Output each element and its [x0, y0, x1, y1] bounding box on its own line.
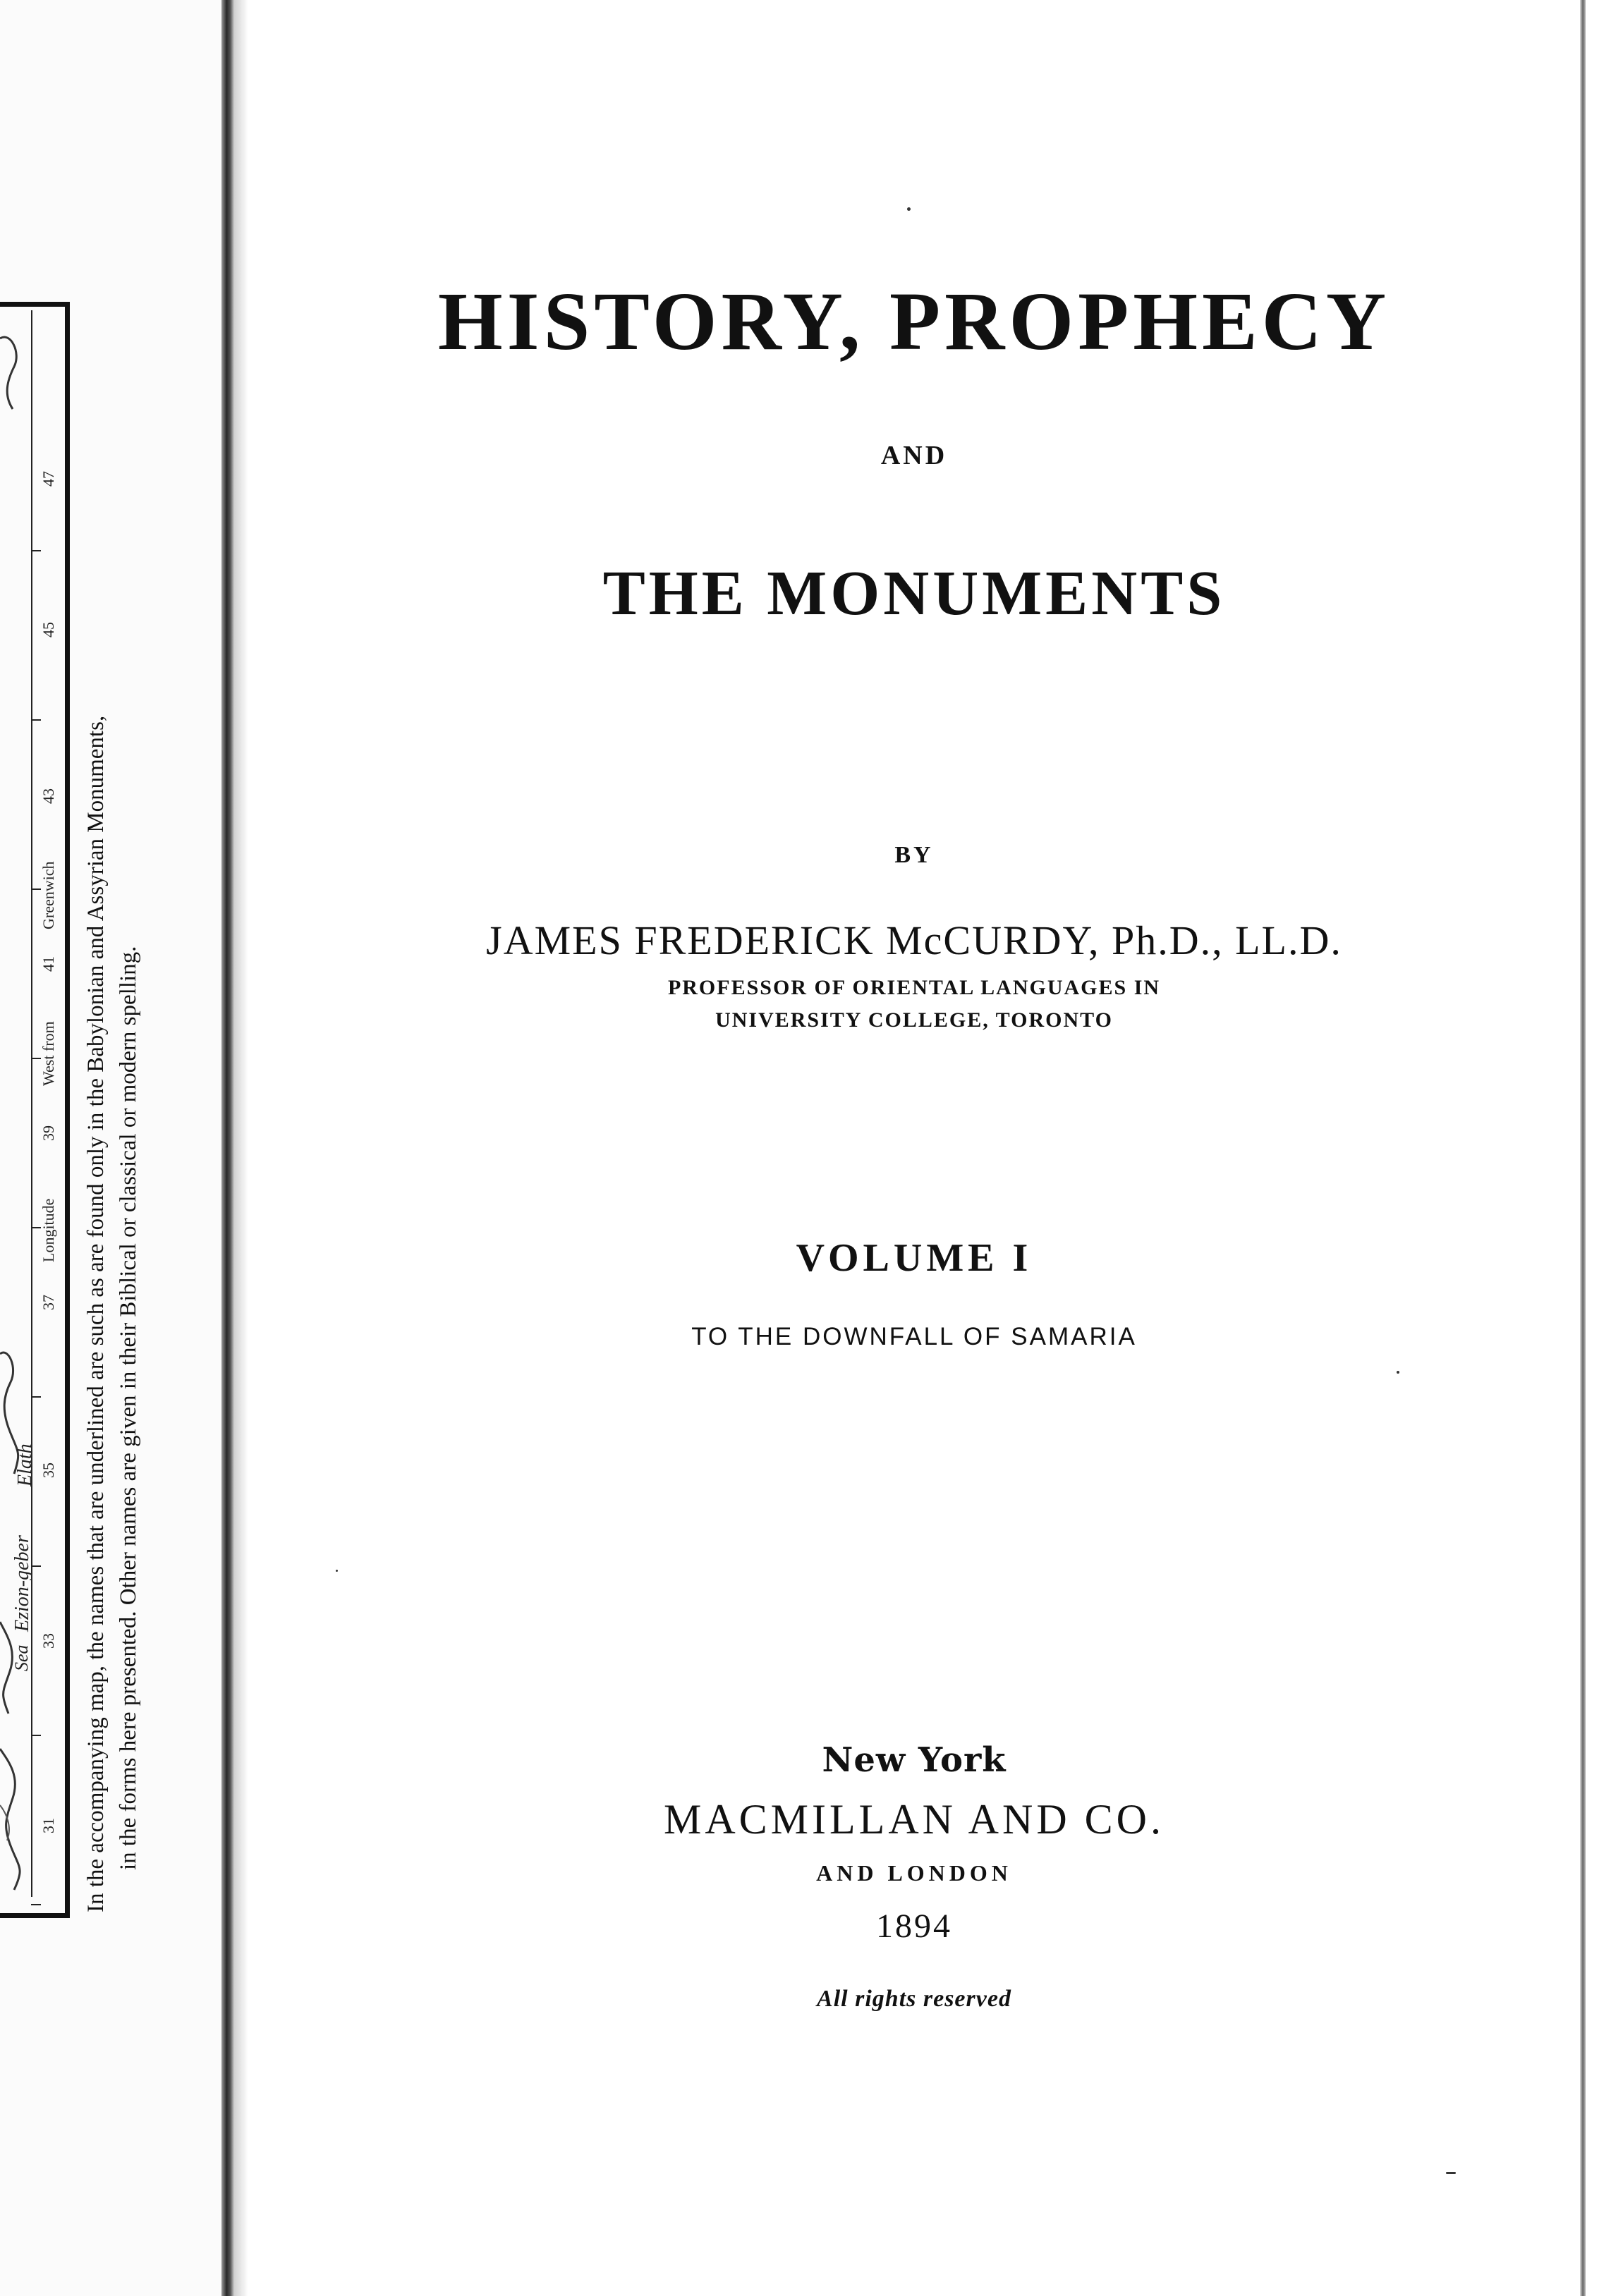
greenwich-word: Greenwich — [39, 861, 57, 929]
page-fold-line — [221, 0, 234, 2296]
west-from-word: West from — [39, 1021, 57, 1086]
publisher-name: MACMILLAN AND CO. — [663, 1796, 1165, 1843]
map-note-line-2: in the forms here presented. Other names are given in their Biblical or classical or modern spelling. — [116, 946, 141, 1870]
map-place-elath: Elath — [14, 1443, 36, 1486]
page-right-edge — [1580, 0, 1586, 2296]
longitude-label: 35 — [39, 1463, 57, 1478]
volume-label: VOLUME I — [796, 1236, 1033, 1280]
scan-speck — [1397, 1371, 1399, 1374]
title-conjunction: AND — [880, 441, 948, 470]
book-subtitle: THE MONUMENTS — [602, 558, 1226, 628]
longitude-label: 43 — [39, 788, 57, 804]
publisher-second-city: AND LONDON — [816, 1860, 1012, 1886]
map-note-line-1: In the accompanying map, the names that are underlined are such as are found only in the Babylonian and Assyrian Monuments, — [83, 715, 109, 1912]
map-place-sea: Sea — [11, 1644, 32, 1671]
longitude-label: 37 — [39, 1295, 57, 1310]
scan-speck — [907, 207, 911, 211]
longitude-label: 41 — [39, 956, 57, 972]
longitude-tick — [31, 719, 41, 721]
longitude-label: 39 — [39, 1125, 57, 1141]
longitude-word: Longitude — [39, 1198, 57, 1262]
longitude-label: 47 — [39, 471, 57, 487]
page-fold-shadow — [234, 0, 248, 2296]
longitude-tick — [31, 1735, 41, 1736]
longitude-label: 45 — [39, 622, 57, 637]
scan-speck — [336, 1570, 338, 1572]
book-title: HISTORY, PROPHECY — [437, 275, 1391, 367]
author-name: JAMES FREDERICK McCURDY, Ph.D., LL.D. — [486, 917, 1342, 963]
longitude-label: 33 — [39, 1633, 57, 1649]
longitude-tick — [31, 1904, 41, 1905]
author-affiliation-line-2: UNIVERSITY COLLEGE, TORONTO — [715, 1008, 1113, 1032]
scan-speck — [1446, 2172, 1456, 2174]
publication-year: 1894 — [876, 1907, 952, 1945]
by-label: BY — [894, 842, 934, 868]
publication-place: New York — [822, 1740, 1007, 1780]
longitude-tick — [31, 550, 41, 551]
longitude-tick — [31, 1396, 41, 1398]
map-place-ezion-geber: Ezion-geber — [11, 1535, 33, 1632]
volume-subtitle: TO THE DOWNFALL OF SAMARIA — [691, 1323, 1137, 1350]
author-affiliation-line-1: PROFESSOR OF ORIENTAL LANGUAGES IN — [667, 976, 1161, 999]
map-foldout-strip — [0, 0, 233, 2296]
longitude-label: 31 — [39, 1818, 57, 1833]
rights-notice: All rights reserved — [817, 1986, 1011, 2012]
